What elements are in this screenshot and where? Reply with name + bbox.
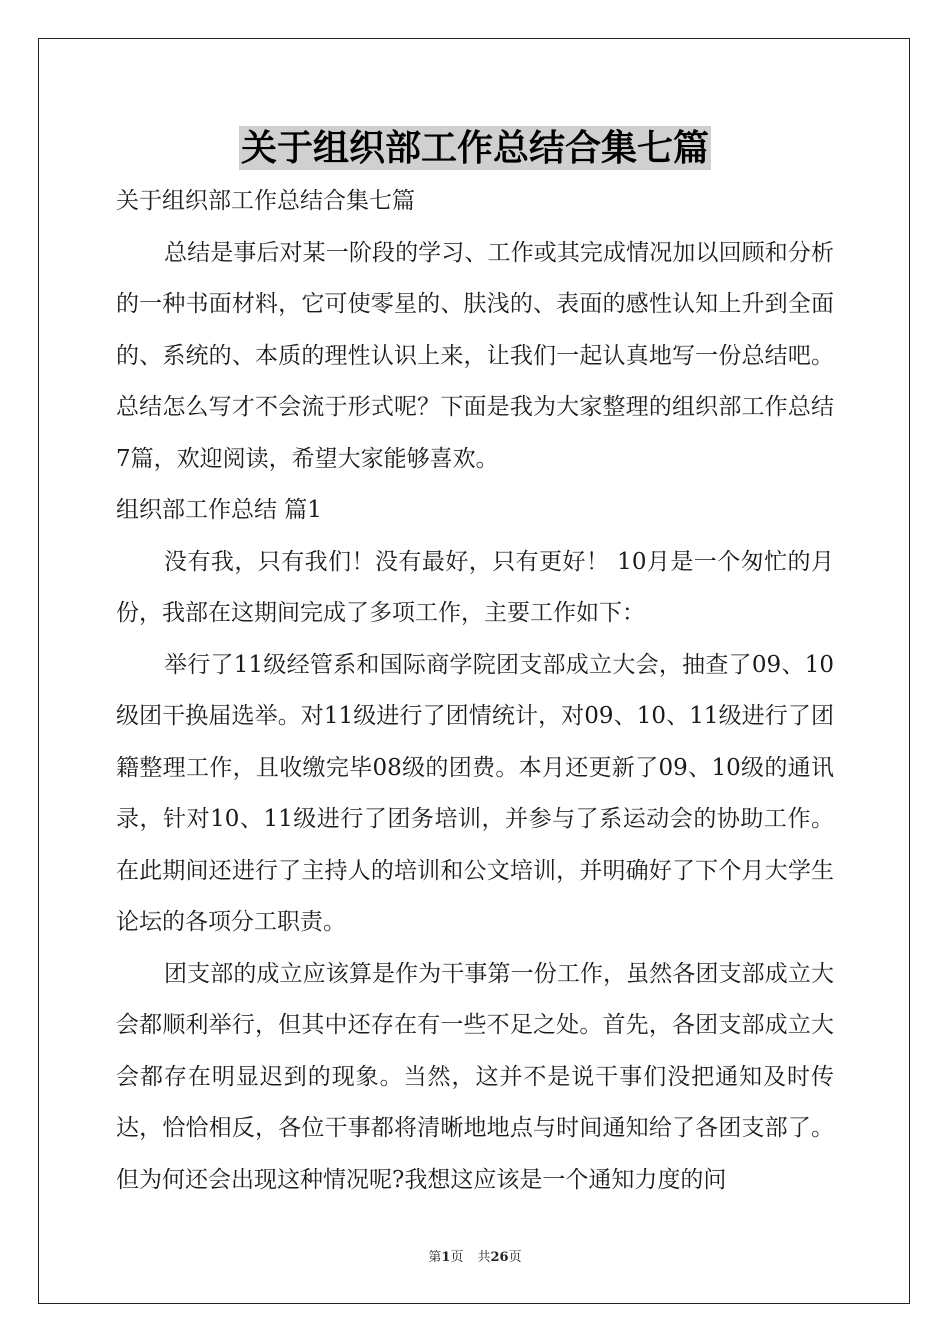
body-paragraph: 团支部的成立应该算是作为干事第一份工作，虽然各团支部成立大会都顺利举行，但其中还存在有一些不足之处。首先，各团支部成立大会都存在明显迟到的现象。当然，这并不是说干事们没把通知及时传达，恰恰相反，各位干事都将清晰地地点与时间通知给了各团支部了。但为何还会出现这种情况呢?我想这应该是一个通知力度的问 — [116, 960, 834, 1193]
section-heading: 组织部工作总结 篇1 — [116, 497, 322, 523]
body-paragraph: 举行了11级经管系和国际商学院团支部成立大会，抽查了09、10级团干换届选举。对11级进行了团情统计，对09、10、11级进行了团籍整理工作，且收缴完毕08级的团费。本月还更新了09、10级的通讯录，针对10、11级进行了团务培训，并参与了系运动会的协助工作。在此期间还进行了主持人的培训和公文培训，并明确好了下个月大学生论坛的各项分工职责。 — [116, 651, 834, 935]
subtitle-heading: 关于组织部工作总结合集七篇 — [116, 188, 415, 214]
total-prefix: 共 — [477, 1250, 491, 1265]
document-title: 关于组织部工作总结合集七篇 — [240, 127, 709, 169]
page-number: 1 — [441, 1250, 451, 1265]
page-prefix: 第 — [428, 1250, 442, 1265]
total-pages: 26 — [490, 1250, 509, 1265]
intro-paragraph: 总结是事后对某一阶段的学习、工作或其完成情况加以回顾和分析的一种书面材料，它可使零星的、肤浅的、表面的感性认知上升到全面的、系统的、本质的理性认识上来，让我们一起认真地写一份总结吧。总结怎么写才不会流于形式呢？下面是我为大家整理的组织部工作总结7篇，欢迎阅读，希望大家能够喜欢。 — [116, 239, 834, 472]
page-footer — [0, 1246, 950, 1265]
total-suffix: 页 — [508, 1250, 522, 1265]
title-container — [0, 126, 950, 170]
page-suffix: 页 — [450, 1250, 464, 1265]
document-body — [116, 176, 834, 1206]
body-paragraph: 没有我，只有我们！没有最好，只有更好！ 10月是一个匆忙的月份，我部在这期间完成了多项工作，主要工作如下： — [116, 548, 834, 626]
